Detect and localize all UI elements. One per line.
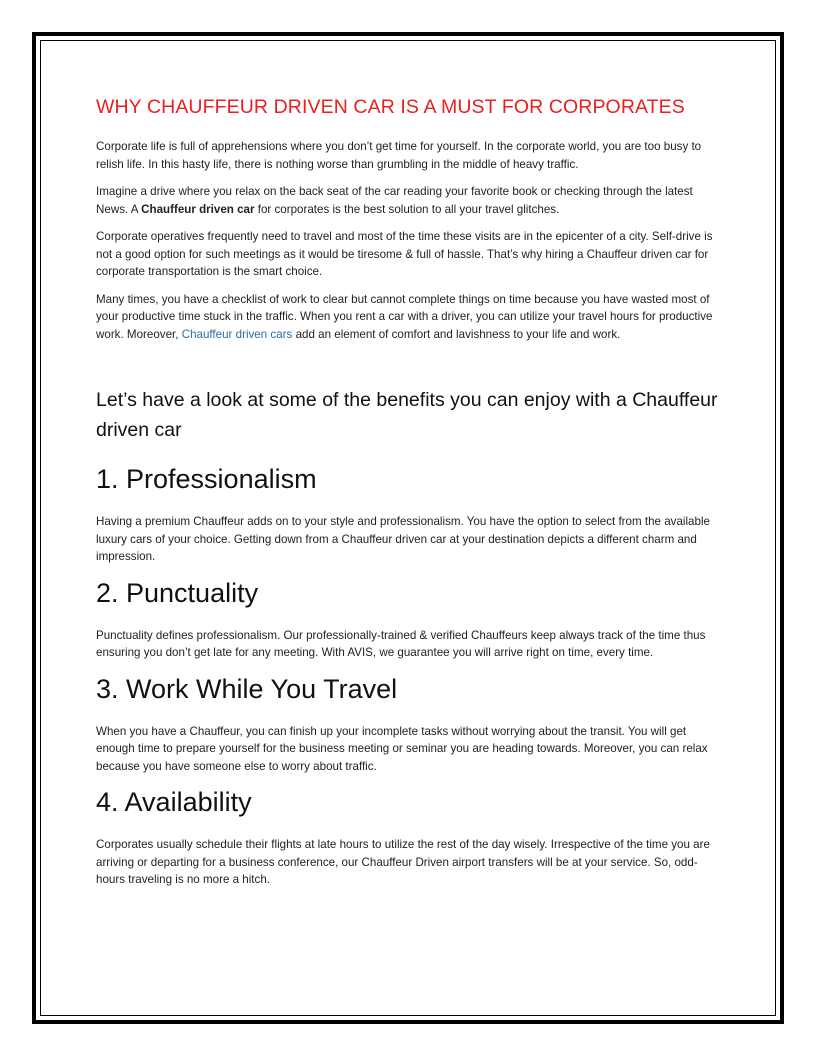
benefits-lead-heading: Let’s have a look at some of the benefits you can enjoy with a Chauffeur driven car xyxy=(96,389,718,441)
chauffeur-driven-cars-link[interactable]: Chauffeur driven cars xyxy=(181,327,293,341)
intro-paragraph-2-text-end: for corporates is the best solution to all your travel glitches. xyxy=(254,202,560,216)
intro-paragraph-4-text-end: add an element of comfort and lavishness to your life and work. xyxy=(292,327,621,341)
section-heading-work-while-you-travel: 3. Work While You Travel xyxy=(96,673,398,704)
section-body-punctuality: Punctuality defines professionalism. Our professionally-trained & verified Chauffeurs keep always track of the time thus ensuring you don’t get late for any meeting. With AVIS, we guarantee you will arrive right on time, every time. xyxy=(96,628,706,659)
intro-paragraph-3: Corporate operatives frequently need to travel and most of the time these visits are in the epicenter of a city. Self-drive is not a good option for such meetings as it would be tiresome & full of hassle. That’s why hiring a Chauffeur driven car for corporate transportation is the smart choice. xyxy=(96,230,713,278)
section-heading-availability: 4. Availability xyxy=(96,787,252,817)
section-heading-punctuality: 2. Punctuality xyxy=(96,577,259,608)
section-heading-professionalism: 1. Professionalism xyxy=(96,464,317,494)
document-title: WHY CHAUFFEUR DRIVEN CAR IS A MUST FOR CORPORATES xyxy=(96,96,685,118)
intro-paragraph-2-text: Imagine a drive where you relax on the back seat of the car reading your favorite book or checking through the latest News. A xyxy=(96,185,693,216)
section-body-work-while-you-travel: When you have a Chauffeur, you can finish up your incomplete tasks without worrying about the transit. You will get enough time to prepare yourself for the business meeting or seminar you are heading towards. Moreover, you can relax because you have someone else to worry about traffic. xyxy=(96,724,708,773)
section-body-availability: Corporates usually schedule their flights at late hours to utilize the rest of the day wisely. Irrespective of the time you are arriving or departing for a business conference, our Chauffeur Driven airport transfers will be at your service. So, odd-hours traveling is no more a hitch. xyxy=(96,838,710,886)
section-body-professionalism: Having a premium Chauffeur adds on to your style and professionalism. You have the option to select from the available luxury cars of your choice. Getting down from a Chauffeur driven car at your destination depicts a different charm and impression. xyxy=(96,515,710,563)
document-body xyxy=(96,96,722,899)
intro-paragraph-2 xyxy=(96,183,722,218)
intro-paragraph-1: Corporate life is full of apprehensions where you don’t get time for yourself. In the corporate world, you are too busy to relish life. In this hasty life, there is nothing worse than grumbling in the middle of heavy traffic. xyxy=(96,140,702,171)
intro-paragraph-4 xyxy=(96,291,722,344)
intro-paragraph-4-text: Many times, you have a checklist of work to clear but cannot complete things on time because you have wasted most of your productive time stuck in the traffic. When you rent a car with a driver, you can utilize your travel hours for productive work. Moreover, xyxy=(96,292,713,341)
bold-phrase: Chauffeur driven car xyxy=(141,202,255,216)
